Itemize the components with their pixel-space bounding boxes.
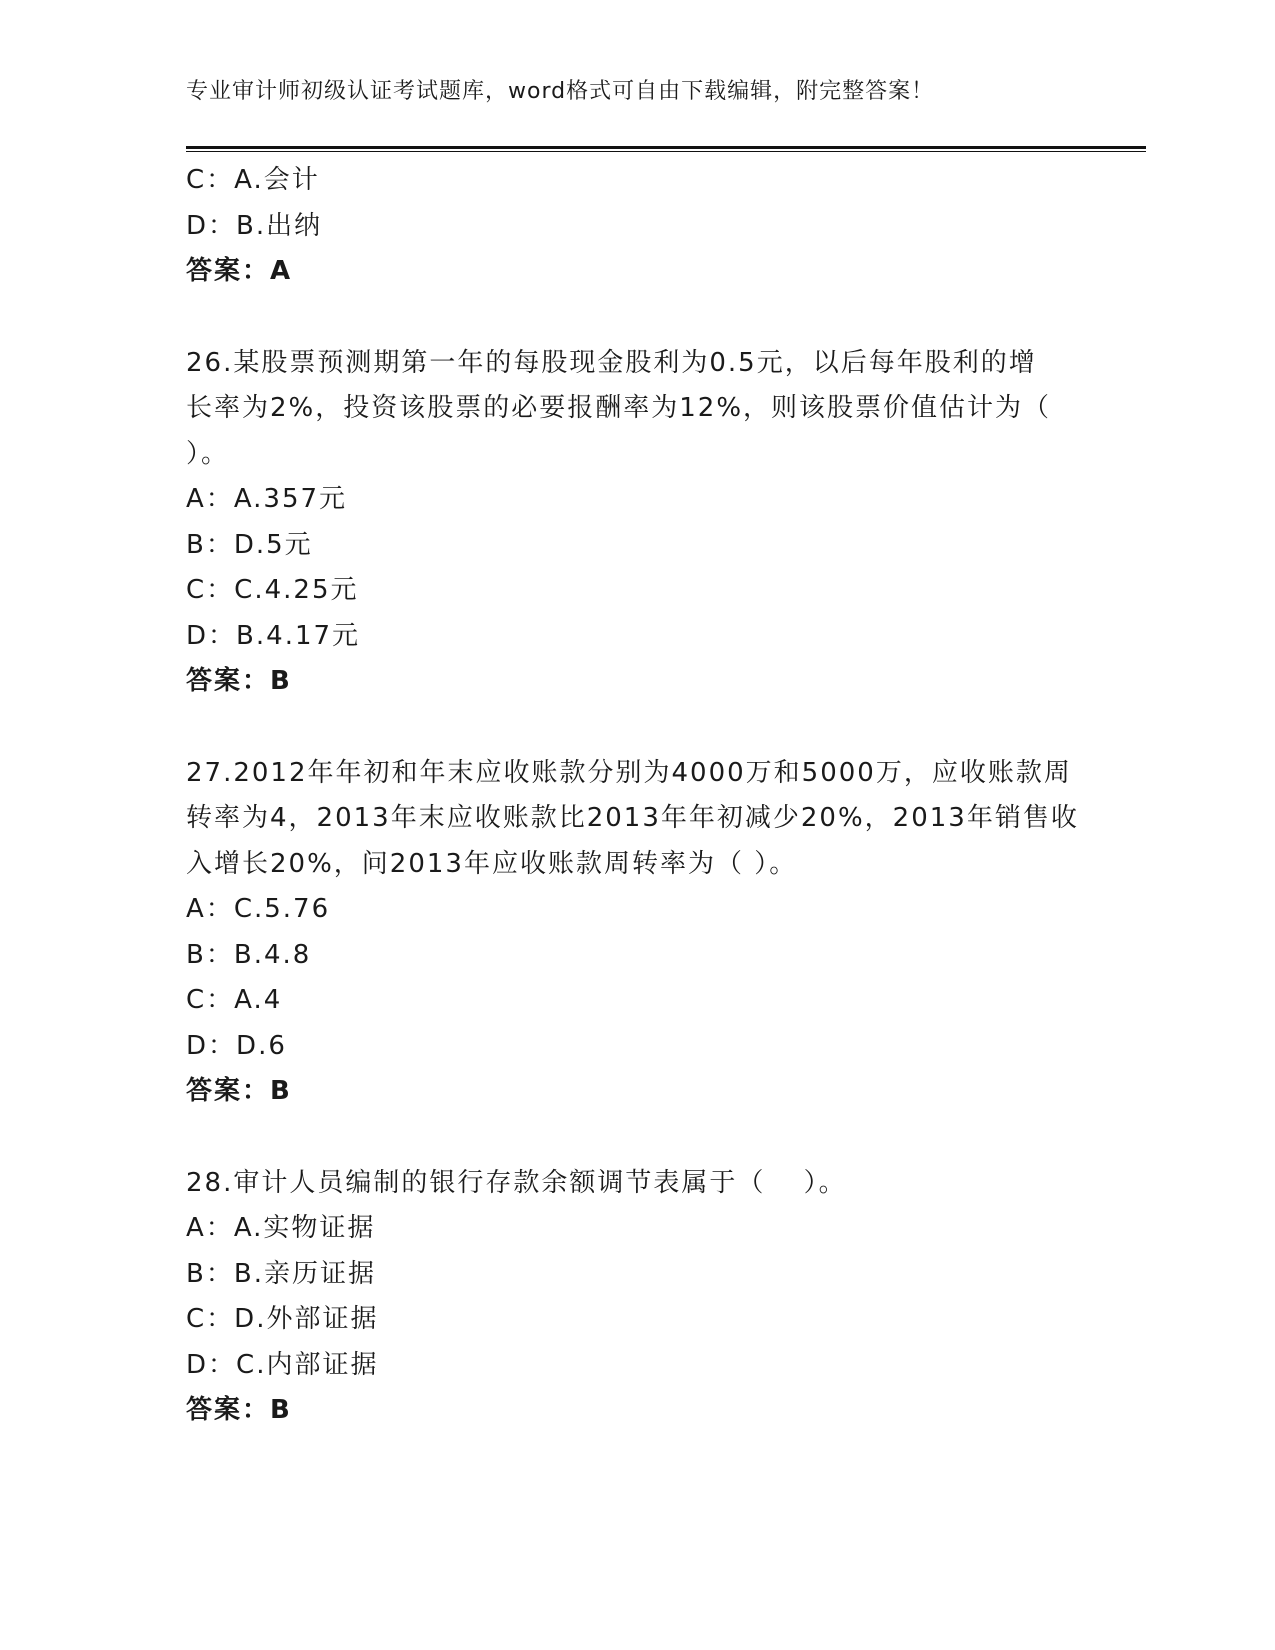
spacer [186, 705, 1086, 751]
option-key: A [186, 894, 206, 924]
option-sep: ： [206, 1304, 235, 1334]
option-sep: ： [205, 484, 234, 514]
option-key: C [186, 165, 207, 195]
option-key: C [186, 985, 207, 1015]
option-text: A.会计 [234, 165, 320, 195]
option-line [186, 477, 1086, 523]
option-sep: ： [208, 210, 237, 241]
option-key: A [186, 1213, 206, 1243]
document-body [186, 158, 1086, 1434]
question-block [186, 341, 1086, 705]
option-text: A.357元 [233, 484, 348, 514]
option-line [186, 1024, 1086, 1070]
option-sep: ： [208, 620, 237, 651]
option-key: D [186, 210, 209, 241]
option-sep: ： [206, 165, 235, 195]
answer-label: 答案： [186, 256, 271, 286]
spacer [186, 295, 1086, 341]
answer-line [186, 249, 1086, 295]
option-line [186, 158, 1086, 204]
option-line [186, 523, 1086, 569]
option-text: B.4.17元 [236, 620, 361, 651]
answer-value: B [270, 1076, 292, 1106]
option-text: D.5元 [233, 529, 313, 560]
question-stem-line: 28.审计人员编制的银行存款余额调节表属于（ ）。 [186, 1167, 847, 1198]
answer-label: 答案： [186, 1395, 271, 1425]
option-sep: ： [205, 1213, 234, 1243]
option-line [186, 568, 1086, 614]
option-key: D [186, 620, 209, 651]
answer-label: 答案： [186, 1076, 271, 1106]
option-text: C.4.25元 [234, 575, 359, 605]
option-text: C.5.76 [233, 894, 331, 924]
option-line [186, 933, 1086, 979]
option-line [186, 1297, 1086, 1343]
page-header: 专业审计师初级认证考试题库，word格式可自由下载编辑，附完整答案！ [186, 79, 935, 104]
option-sep: ： [205, 1258, 234, 1289]
option-text: A.4 [234, 985, 283, 1015]
option-sep: ： [205, 894, 234, 924]
option-sep: ： [206, 575, 235, 605]
answer-line [186, 1388, 1086, 1434]
answer-value: B [270, 1395, 292, 1425]
question-stem-line: 长率为2%，投资该股票的必要报酬率为12%，则该股票价值估计为（ [186, 393, 1052, 423]
option-key: A [186, 484, 206, 514]
option-key: B [186, 529, 206, 560]
option-text: B.出纳 [236, 210, 323, 241]
option-key: C [186, 1304, 207, 1334]
option-text: B.4.8 [233, 939, 312, 970]
spacer [186, 1115, 1086, 1161]
option-line [186, 887, 1086, 933]
option-text: C.内部证据 [236, 1349, 379, 1380]
answer-label: 答案： [186, 666, 271, 696]
answer-line [186, 659, 1086, 705]
header-rule-thick [186, 146, 1146, 149]
option-text: D.6 [236, 1030, 287, 1061]
answer-value: B [270, 666, 292, 696]
question-block [186, 751, 1086, 1115]
option-line [186, 978, 1086, 1024]
option-sep: ： [206, 985, 235, 1015]
answer-line [186, 1069, 1086, 1115]
option-key: B [186, 1258, 206, 1289]
option-line [186, 614, 1086, 660]
option-text: A.实物证据 [233, 1213, 376, 1243]
question-stem-line: 27.2012年年初和年末应收账款分别为4000万和5000万，应收账款周 [186, 757, 1072, 788]
question-stem-line: 入增长20%，问2013年应收账款周转率为（ ）。 [186, 848, 798, 879]
option-sep: ： [205, 939, 234, 970]
option-text: B.亲历证据 [233, 1258, 376, 1289]
question-stem-line: ）。 [186, 438, 230, 469]
option-key: C [186, 575, 207, 605]
option-line [186, 1206, 1086, 1252]
question-block [186, 1161, 1086, 1434]
option-line [186, 1252, 1086, 1298]
option-line [186, 1343, 1086, 1389]
option-key: D [186, 1349, 209, 1380]
option-key: B [186, 939, 206, 970]
option-key: D [186, 1030, 209, 1061]
header-rule-thin [186, 151, 1146, 152]
carryover-block [186, 158, 1086, 295]
option-line [186, 204, 1086, 250]
option-sep: ： [208, 1349, 237, 1380]
option-sep: ： [205, 529, 234, 560]
option-sep: ： [208, 1030, 237, 1061]
question-stem-line: 转率为4，2013年末应收账款比2013年年初减少20%，2013年销售收 [186, 803, 1079, 833]
answer-value: A [270, 256, 293, 286]
option-text: D.外部证据 [234, 1304, 379, 1334]
question-stem-line: 26.某股票预测期第一年的每股现金股利为0.5元，以后每年股利的增 [186, 347, 1037, 378]
